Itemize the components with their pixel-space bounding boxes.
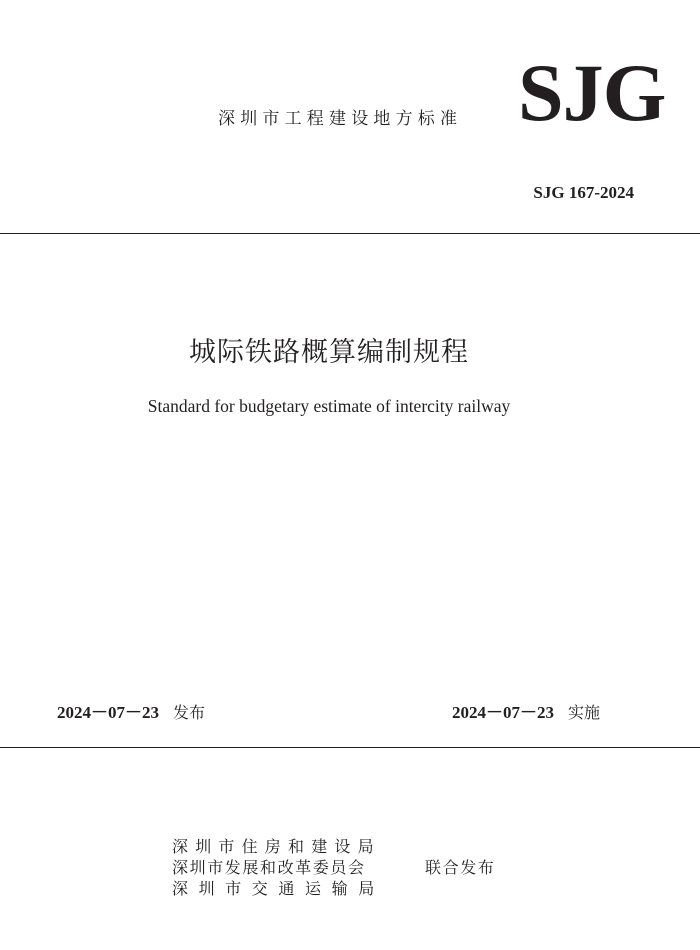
- joint-issue-label: 联合发布: [425, 858, 496, 877]
- sjg-logo: SJG: [518, 47, 666, 138]
- issuer-development-commission: 深圳市发展和改革委员会: [172, 858, 366, 877]
- document-title-english: Standard for budgetary estimate of intercity railway: [147, 396, 511, 416]
- standard-code: SJG 167-2024: [533, 183, 634, 202]
- bottom-divider: [0, 747, 700, 748]
- issuer-housing-bureau: 深圳市住房和建设局: [172, 837, 381, 856]
- effective-date: 2024－07－23: [452, 703, 554, 722]
- effective-date-line: [452, 698, 600, 723]
- issue-date: 2024－07－23: [57, 703, 159, 722]
- top-divider: [0, 233, 700, 234]
- issue-label: 发布: [173, 703, 206, 722]
- effective-label: 实施: [568, 703, 601, 722]
- standard-category: 深圳市工程建设地方标准: [218, 109, 463, 129]
- issuer-list: [172, 836, 385, 899]
- document-title-chinese: 城际铁路概算编制规程: [189, 337, 469, 368]
- issuer-transport-bureau: 深圳市交通运输局: [172, 879, 385, 898]
- issue-date-line: [57, 698, 205, 723]
